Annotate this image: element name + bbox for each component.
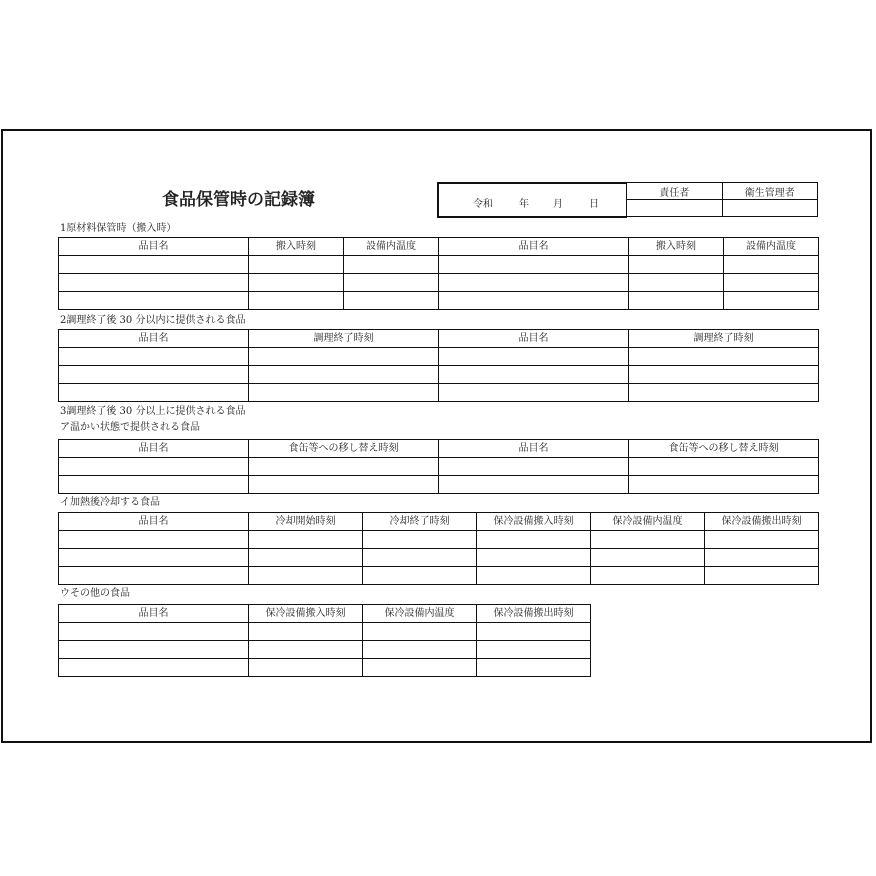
cell[interactable] <box>249 384 439 402</box>
cell[interactable] <box>249 292 344 310</box>
col-header: 食缶等への移し替え時刻 <box>629 440 819 458</box>
cell[interactable] <box>344 274 439 292</box>
date-month: 月 <box>553 199 563 210</box>
stamp-responsible-label: 責任者 <box>627 183 723 200</box>
cell[interactable] <box>249 641 363 659</box>
section2-label: 2調理終了後 30 分以内に提供される食品 <box>60 315 246 326</box>
col-header: 保冷設備搬入時刻 <box>249 605 363 623</box>
cell[interactable] <box>249 623 363 641</box>
cell[interactable] <box>477 549 591 567</box>
cell[interactable] <box>249 476 439 494</box>
section2-table <box>58 329 819 402</box>
cell[interactable] <box>705 531 819 549</box>
cell[interactable] <box>59 531 249 549</box>
cell[interactable] <box>477 659 591 677</box>
cell[interactable] <box>439 476 629 494</box>
table-row <box>59 549 819 567</box>
cell[interactable] <box>249 348 439 366</box>
cell[interactable] <box>59 641 249 659</box>
cell[interactable] <box>249 567 363 585</box>
col-header: 調理終了時刻 <box>249 330 439 348</box>
section3c-table <box>58 604 591 677</box>
cell[interactable] <box>439 274 629 292</box>
date-era: 令和 <box>473 199 493 210</box>
cell[interactable] <box>724 274 819 292</box>
cell[interactable] <box>705 567 819 585</box>
section3b-label: イ加熱後冷却する食品 <box>60 497 160 508</box>
col-header: 保冷設備内温度 <box>363 605 477 623</box>
stamp-hygiene-field[interactable] <box>722 200 818 217</box>
cell[interactable] <box>344 292 439 310</box>
cell[interactable] <box>629 348 819 366</box>
section1-table <box>58 237 819 310</box>
cell[interactable] <box>591 567 705 585</box>
stamp-hygiene-label: 衛生管理者 <box>722 183 818 200</box>
col-header: 冷却開始時刻 <box>249 513 363 531</box>
section1-label: 1原材料保管時（搬入時） <box>60 223 177 234</box>
cell[interactable] <box>59 348 249 366</box>
col-header: 搬入時刻 <box>629 238 724 256</box>
cell[interactable] <box>629 458 819 476</box>
cell[interactable] <box>59 458 249 476</box>
table-row <box>59 641 591 659</box>
section3a-label: ア温かい状態で提供される食品 <box>60 422 200 433</box>
cell[interactable] <box>439 458 629 476</box>
cell[interactable] <box>59 274 249 292</box>
cell[interactable] <box>629 384 819 402</box>
cell[interactable] <box>439 366 629 384</box>
table-row <box>59 623 591 641</box>
cell[interactable] <box>59 623 249 641</box>
stamp-responsible-field[interactable] <box>627 200 723 217</box>
col-header: 調理終了時刻 <box>629 330 819 348</box>
section3a-table <box>58 439 819 494</box>
col-header: 保冷設備搬入時刻 <box>477 513 591 531</box>
table-row <box>59 567 819 585</box>
cell[interactable] <box>629 274 724 292</box>
col-header: 冷却終了時刻 <box>363 513 477 531</box>
cell[interactable] <box>249 256 344 274</box>
cell[interactable] <box>249 659 363 677</box>
cell[interactable] <box>591 531 705 549</box>
cell[interactable] <box>59 476 249 494</box>
cell[interactable] <box>439 256 629 274</box>
cell[interactable] <box>724 256 819 274</box>
cell[interactable] <box>59 567 249 585</box>
cell[interactable] <box>249 458 439 476</box>
col-header: 保冷設備搬出時刻 <box>705 513 819 531</box>
col-header: 品目名 <box>59 440 249 458</box>
cell[interactable] <box>363 641 477 659</box>
col-header: 品目名 <box>59 238 249 256</box>
cell[interactable] <box>249 531 363 549</box>
cell[interactable] <box>439 348 629 366</box>
col-header: 品目名 <box>59 513 249 531</box>
table-row <box>59 476 819 494</box>
col-header: 品目名 <box>439 330 629 348</box>
cell[interactable] <box>363 659 477 677</box>
table-row <box>59 458 819 476</box>
cell[interactable] <box>59 292 249 310</box>
cell[interactable] <box>363 549 477 567</box>
cell[interactable] <box>629 292 724 310</box>
cell[interactable] <box>344 256 439 274</box>
col-header: 保冷設備搬出時刻 <box>477 605 591 623</box>
date-year: 年 <box>519 199 529 210</box>
page-title: 食品保管時の記録簿 <box>162 190 315 210</box>
col-header: 品目名 <box>59 330 249 348</box>
col-header: 保冷設備内温度 <box>591 513 705 531</box>
col-header: 食缶等への移し替え時刻 <box>249 440 439 458</box>
cell[interactable] <box>249 549 363 567</box>
cell[interactable] <box>249 366 439 384</box>
cell[interactable] <box>724 292 819 310</box>
table-row <box>59 274 819 292</box>
cell[interactable] <box>705 549 819 567</box>
cell[interactable] <box>629 366 819 384</box>
cell[interactable] <box>59 659 249 677</box>
table-row <box>59 384 819 402</box>
date-day: 日 <box>589 199 599 210</box>
col-header: 品目名 <box>439 440 629 458</box>
date-box <box>437 182 627 218</box>
table-row <box>59 292 819 310</box>
col-header: 搬入時刻 <box>249 238 344 256</box>
cell[interactable] <box>629 476 819 494</box>
col-header: 品目名 <box>439 238 629 256</box>
section3c-label: ウその他の食品 <box>60 588 130 599</box>
cell[interactable] <box>59 549 249 567</box>
cell[interactable] <box>439 292 629 310</box>
cell[interactable] <box>477 531 591 549</box>
section3b-table <box>58 512 819 585</box>
cell[interactable] <box>363 623 477 641</box>
section3-label: 3調理終了後 30 分以上に提供される食品 <box>60 406 246 417</box>
cell[interactable] <box>59 256 249 274</box>
cell[interactable] <box>477 623 591 641</box>
col-header: 設備内温度 <box>344 238 439 256</box>
col-header: 設備内温度 <box>724 238 819 256</box>
cell[interactable] <box>249 274 344 292</box>
cell[interactable] <box>477 567 591 585</box>
cell[interactable] <box>477 641 591 659</box>
cell[interactable] <box>363 567 477 585</box>
stamp-table <box>626 182 818 217</box>
table-row <box>59 256 819 274</box>
cell[interactable] <box>59 384 249 402</box>
table-row <box>59 366 819 384</box>
table-row <box>59 531 819 549</box>
cell[interactable] <box>439 384 629 402</box>
cell[interactable] <box>59 366 249 384</box>
table-row <box>59 659 591 677</box>
cell[interactable] <box>363 531 477 549</box>
col-header: 品目名 <box>59 605 249 623</box>
cell[interactable] <box>591 549 705 567</box>
table-row <box>59 348 819 366</box>
cell[interactable] <box>629 256 724 274</box>
